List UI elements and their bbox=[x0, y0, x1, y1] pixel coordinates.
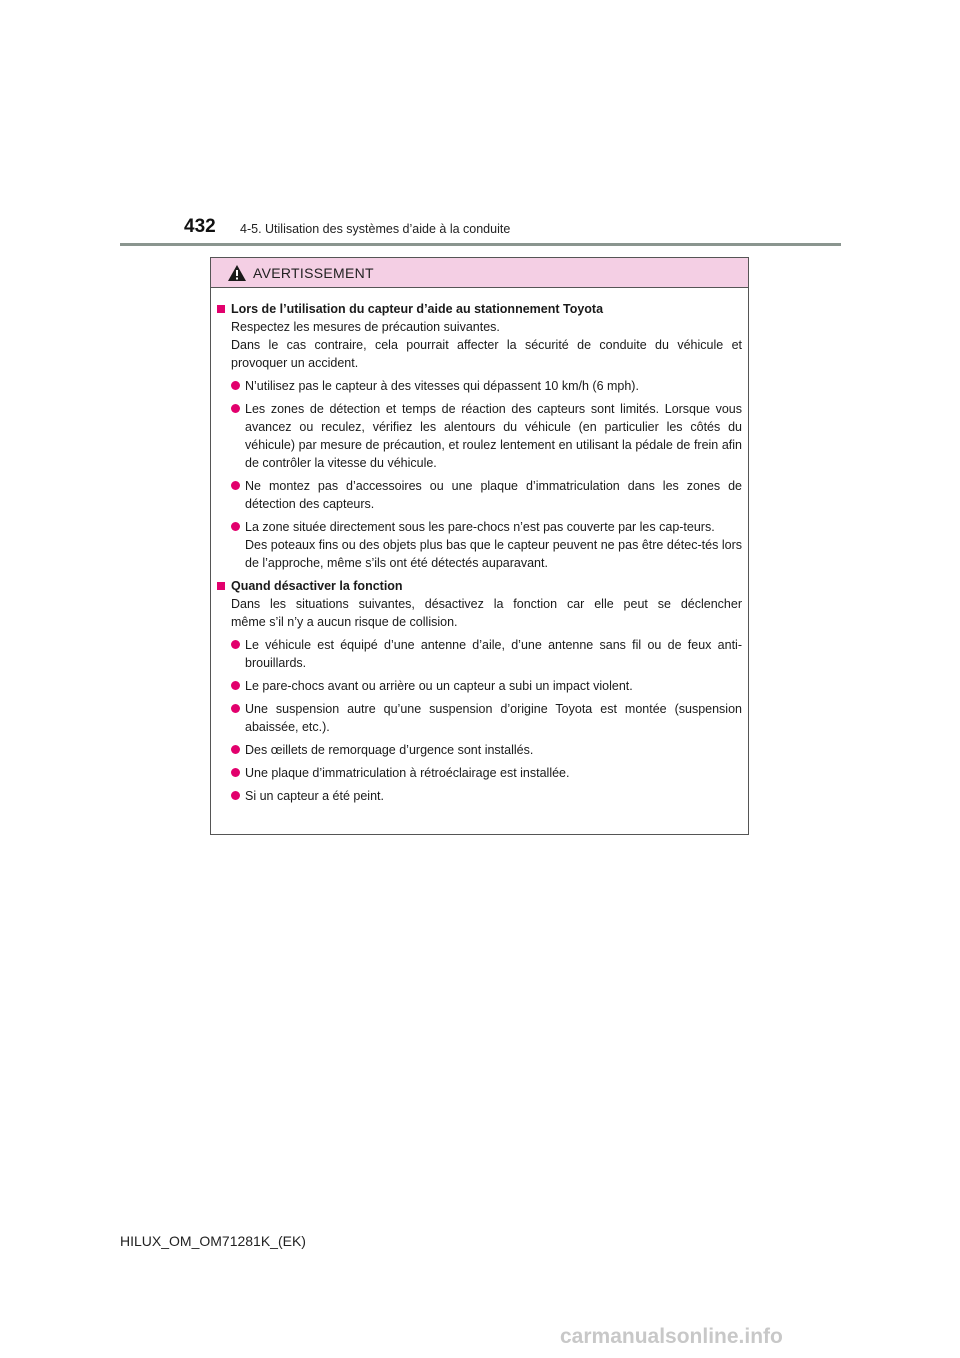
list-item bbox=[231, 741, 742, 759]
list-item-text: N’utilisez pas le capteur à des vitesses qui dépassent 10 km/h (6 mph). bbox=[245, 379, 639, 393]
list-item bbox=[231, 787, 742, 805]
bullet-dot-icon bbox=[231, 791, 240, 800]
list-item-text: Ne montez pas d’accessoires ou une plaque d’immatriculation dans les zones de détection des capteurs. bbox=[245, 479, 742, 511]
bullet-dot-icon bbox=[231, 381, 240, 390]
section-intro bbox=[231, 318, 742, 372]
list-item bbox=[231, 764, 742, 782]
bullet-dot-icon bbox=[231, 704, 240, 713]
list-item-extra-text: Des poteaux fins ou des objets plus bas que le capteur peuvent ne pas être détec-tés lors de l’approche, même s’ils ont été détectés auparavant. bbox=[245, 538, 742, 570]
bullet-dot-icon bbox=[231, 768, 240, 777]
warning-title: AVERTISSEMENT bbox=[253, 264, 374, 281]
list-item bbox=[231, 377, 742, 395]
bullet-dot-icon bbox=[231, 522, 240, 531]
header-divider bbox=[120, 243, 841, 246]
bullet-dot-icon bbox=[231, 745, 240, 754]
intro-line: même s’il n’y a aucun risque de collision. bbox=[231, 615, 458, 629]
list-item-text: La zone située directement sous les pare-chocs n’est pas couverte par les cap-teurs. bbox=[245, 520, 715, 534]
list-item-text: Une suspension autre qu’une suspension d’origine Toyota est montée (suspension abaissée, etc.). bbox=[245, 702, 742, 734]
list-item-text: Une plaque d’immatriculation à rétroéclairage est installée. bbox=[245, 766, 570, 780]
list-item bbox=[231, 700, 742, 736]
section-title: 4-5. Utilisation des systèmes d’aide à la conduite bbox=[240, 222, 511, 236]
intro-line: Dans le cas contraire, cela pourrait affecter la sécurité de conduite du véhicule et bbox=[231, 338, 742, 352]
intro-line: Respectez les mesures de précaution suivantes. bbox=[231, 320, 500, 334]
bullet-dot-icon bbox=[231, 640, 240, 649]
bullet-dot-icon bbox=[231, 681, 240, 690]
list-item bbox=[231, 677, 742, 695]
bullet-dot-icon bbox=[231, 404, 240, 413]
list-item-text-group bbox=[245, 518, 742, 572]
section-heading bbox=[217, 577, 742, 595]
square-bullet-icon bbox=[217, 582, 225, 590]
bullet-dot-icon bbox=[231, 481, 240, 490]
list-item-text: Les zones de détection et temps de réaction des capteurs sont limités. Lorsque vous avancez ou reculez, vérifiez les alentours du véhicule (en particulier les côtés du véhicule) par mesure de précaution, et roulez lentement en utilisant la pédale de frein afin de contrôler la vitesse du véhicule. bbox=[245, 402, 742, 470]
document-code: HILUX_OM_OM71281K_(EK) bbox=[120, 1233, 306, 1249]
warning-triangle-icon bbox=[227, 264, 247, 282]
list-item-text: Le pare-chocs avant ou arrière ou un capteur a subi un impact violent. bbox=[245, 679, 633, 693]
list-item-text: Des œillets de remorquage d’urgence sont installés. bbox=[245, 743, 534, 757]
watermark: carmanualsonline.info bbox=[560, 1325, 783, 1348]
warning-box bbox=[210, 257, 749, 835]
list-item bbox=[231, 518, 742, 572]
intro-line: Dans les situations suivantes, désactivez la fonction car elle peut se déclencher bbox=[231, 597, 742, 611]
section-intro bbox=[231, 595, 742, 631]
section-heading-text: Quand désactiver la fonction bbox=[231, 579, 403, 593]
list-item-text: Si un capteur a été peint. bbox=[245, 789, 384, 803]
section-heading bbox=[217, 300, 742, 318]
section-heading-text: Lors de l’utilisation du capteur d’aide au stationnement Toyota bbox=[231, 302, 604, 316]
intro-line: provoquer un accident. bbox=[231, 356, 359, 370]
list-item bbox=[231, 400, 742, 472]
square-bullet-icon bbox=[217, 305, 225, 313]
list-item-text: Le véhicule est équipé d’une antenne d’aile, d’une antenne sans fil ou de feux anti-brouillards. bbox=[245, 638, 742, 670]
warning-body bbox=[211, 288, 748, 805]
page-number: 432 bbox=[184, 216, 216, 237]
list-item bbox=[231, 636, 742, 672]
list-item bbox=[231, 477, 742, 513]
warning-header bbox=[211, 258, 748, 288]
